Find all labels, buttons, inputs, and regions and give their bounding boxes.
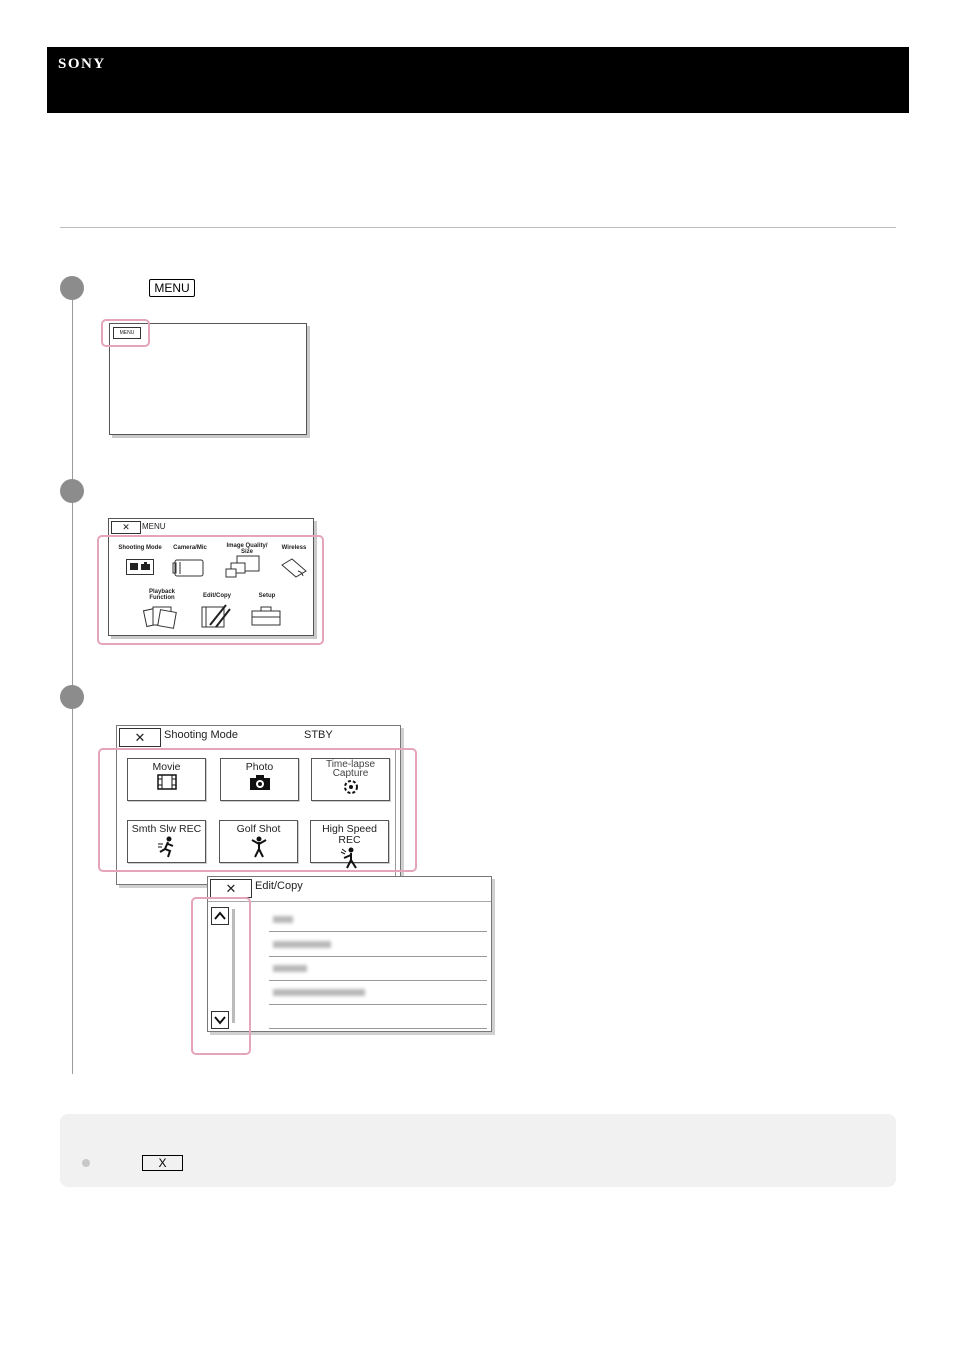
step-2-marker [60,479,84,503]
list-item-label [273,941,331,948]
standby-status: STBY [304,729,333,741]
highlight-categories [97,535,324,645]
highlight-shooting-modes [98,748,417,872]
close-button[interactable]: ✕ [111,521,141,534]
header-bar [47,47,909,113]
highlight-menu-button [101,319,150,347]
sony-logo: SONY [58,56,106,72]
mode-movie-label: Movie [152,761,181,773]
close-button[interactable]: ✕ [210,879,252,898]
list-item[interactable] [269,907,487,932]
note-box [60,1114,896,1187]
highlight-scroll-buttons [191,897,251,1055]
list-item[interactable] [269,1004,487,1029]
category-label-image-quality: Image Quality/ Size [226,543,268,555]
list-item-label [273,916,293,923]
list-item[interactable] [269,956,487,981]
list-item-label [273,989,365,996]
mode-golf-shot-label: Golf Shot [236,823,281,835]
category-label-wireless: Wireless [281,545,307,551]
list-item[interactable] [269,980,487,1005]
edit-copy-title: Edit/Copy [255,880,303,892]
list-item-label [273,965,307,972]
step-timeline [72,290,73,1074]
mode-time-lapse-label: Time-lapse Capture [325,759,376,779]
category-label-shooting-mode: Shooting Mode [118,545,162,551]
category-label-setup: Setup [258,593,276,599]
divider [60,227,896,228]
close-button[interactable]: ✕ [119,728,161,747]
mode-photo-label: Photo [245,761,274,773]
category-label-edit-copy: Edit/Copy [203,593,231,599]
menu-key: MENU [149,279,195,297]
mode-smooth-slow-label: Smth Slw REC [131,823,202,835]
menu-button[interactable]: MENU [113,327,141,339]
step-3-marker [60,685,84,709]
close-key: X [142,1155,183,1171]
shooting-mode-title: Shooting Mode [164,729,238,741]
mode-high-speed-label: High Speed REC [322,823,377,846]
category-label-camera-mic: Camera/Mic [173,545,207,551]
bullet [82,1159,90,1167]
step-1-marker [60,276,84,300]
category-label-playback: Playback Function [148,589,176,601]
list-item[interactable] [269,932,487,957]
menu-title: MENU [142,522,166,531]
